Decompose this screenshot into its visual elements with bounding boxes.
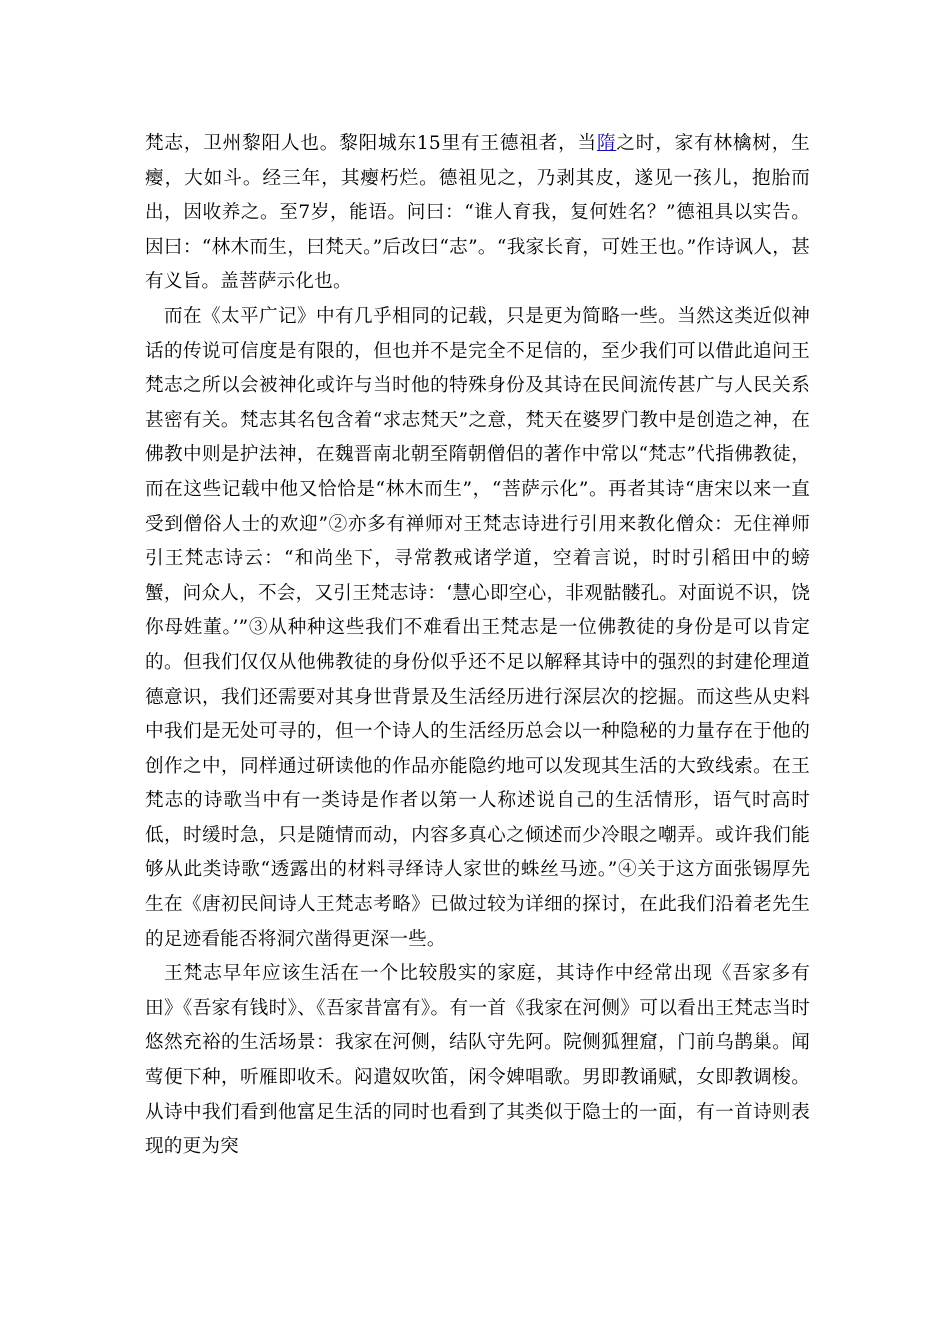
- paragraph-3: 王梵志早年应该生活在一个比较殷实的家庭，其诗作中经常出现《吾家多有田》《吾家有钱时》、《吾家昔富有》。有一首《我家在河侧》可以看出王梵志当时悠然充裕的生活场景：我家在河侧，结队守先阿。院侧狐狸窟，门前乌鹊巢。闻莺便下种，听雁即收禾。闷遣奴吹笛，闲令婢唱歌。男即教诵赋，女即教调梭。从诗中我们看到他富足生活的同时也看到了其类似于隐士的一面，有一首诗则表现的更为突: [145, 963, 810, 1158]
- sui-dynasty-link[interactable]: 隋: [596, 133, 617, 154]
- paragraph-2: 而在《太平广记》中有几乎相同的记载，只是更为简略一些。当然这类近似神话的传说可信度是有限的，但也并不是完全不足信的，至少我们可以借此追问王梵志之所以会被神化或许与当时他的特殊身份及其诗在民间流传甚广与人民关系甚密有关。梵志其名包含着“求志梵天”之意，梵天在婆罗门教中是创造之神，在佛教中则是护法神，在魏晋南北朝至隋朝僧侣的著作中常以“梵志”代指佛教徒，而在这些记载中他又恰恰是“林木而生”，“菩萨示化”。再者其诗“唐宋以来一直受到僧俗人士的欢迎”②亦多有禅师对王梵志诗进行引用来教化僧众：无住禅师引王梵志诗云：“和尚坐下，寻常教戒诸学道，空着言说，时时引稻田中的螃蟹，问众人，不会，又引王梵志诗：‘慧心即空心，非观骷髅孔。对面说不识，饶你母姓董。’”③从种种这些我们不难看出王梵志是一位佛教徒的身份是可以肯定的。但我们仅仅从他佛教徒的身份似乎还不足以解释其诗中的强烈的封建伦理道德意识，我们还需要对其身世背景及生活经历进行深层次的挖掘。而这些从史料中我们是无处可寻的，但一个诗人的生活经历总会以一种隐秘的力量存在于他的创作之中，同样通过研读他的作品亦能隐约地可以发现其生活的大致线索。在王梵志的诗歌当中有一类诗是作者以第一人称述说自己的生活情形，语气时高时低，时缓时急，只是随情而动，内容多真心之倾述而少冷眼之嘲弄。或许我们能够从此类诗歌“透露出的材料寻绎诗人家世的蛛丝马迹。”④关于这方面张锡厚先生在《唐初民间诗人王梵志考略》已做过较为详细的探讨，在此我们沿着老先生的足迹看能否将洞穴凿得更深一些。: [145, 305, 810, 950]
- paragraph-1: [145, 127, 810, 300]
- document-body: [145, 127, 810, 1165]
- paragraph-1-text-end: 之时，家有林檎树，生瘿，大如斗。经三年，其瘿朽烂。德祖见之，乃剥其皮，遂见一孩儿，抱胎而出，因收养之。至7岁，能语。问曰：“谁人育我，复何姓名？”德祖具以实告。因曰：“林木而生，曰梵天。”后改曰“志”。“我家长育，可姓王也。”作诗讽人，甚有义旨。盖菩萨示化也。: [145, 133, 810, 293]
- paragraph-1-text-start: 梵志，卫州黎阳人也。黎阳城东15里有王德祖者，当: [145, 133, 597, 154]
